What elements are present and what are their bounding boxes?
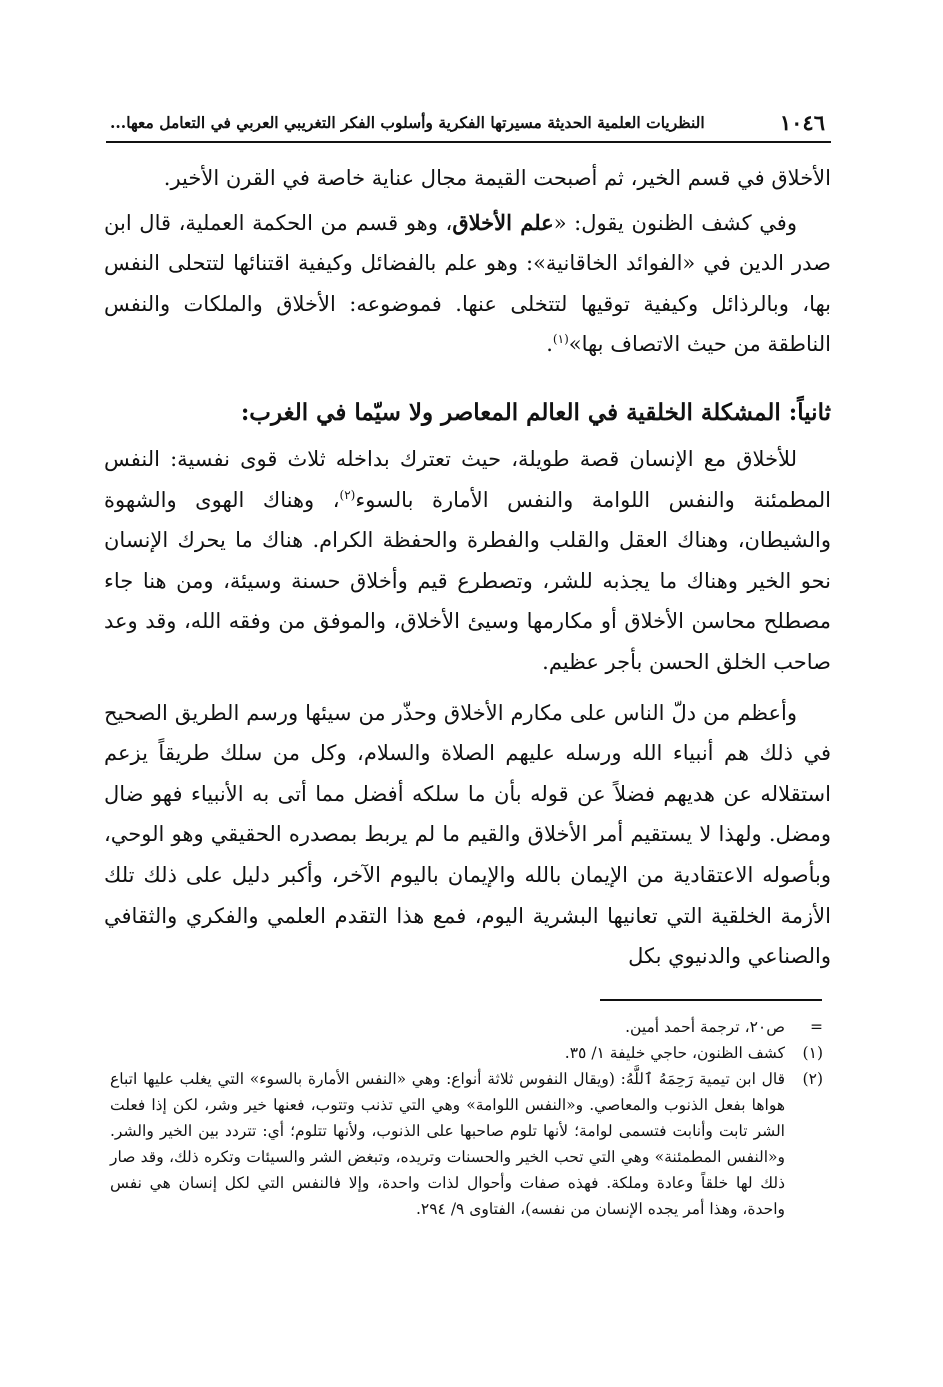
paragraph-2	[104, 203, 831, 365]
page-number: ١٠٤٦	[779, 109, 825, 135]
footnote-mark: (٢)	[802, 1070, 823, 1088]
footnote-item	[110, 1040, 823, 1066]
main-text	[104, 158, 831, 977]
paragraph-3-intro: للأخلاق مع الإنسان قصة طويلة، حيث تعترك بداخله ثلاث قوى نفسية: النفس المطمئنة والنفس اللوامة والنفس الأمارة بالسوء	[104, 446, 831, 512]
footnote-text: كشف الظنون، حاجي خليفة ١/ ٣٥.	[564, 1044, 785, 1062]
running-title: النظريات العلمية الحديثة مسيرتها الفكرية وأسلوب الفكر التغريبي العربي في التعامل معها...	[110, 112, 705, 132]
footnote-item	[110, 1014, 823, 1040]
footnote-item	[110, 1066, 823, 1222]
paragraph-4: وأعظم من دلّ الناس على مكارم الأخلاق وحذّر من سيئها ورسم الطريق الصحيح في ذلك هم أنبياء الله ورسله عليهم الصلاة والسلام، وكل من سلك طريقاً يزعم استقلاله عن هديهم فضلاً عن قوله بأن ما سلكه أفضل مما أتى به الأنبياء فهو ضال ومضل. ولهذا لا يستقيم أمر الأخلاق والقيم ما لم يربط بمصدره الحقيقي وهو الوحي، وبأصوله الاعتقادية من الإيمان بالله والإيمان باليوم الآخر، وأكبر دليل على ذلك تلك الأزمة الخلقية التي تعانيها البشرية اليوم، فمع هذا التقدم العلمي والفكري والثقافي والصناعي والدنيوي بكل	[104, 700, 831, 969]
section-heading: ثانياً: المشكلة الخلقية في العالم المعاصر ولا سيّما في الغرب:	[240, 398, 831, 426]
paragraph-3	[104, 439, 831, 683]
footnote-text: ص٢٠، ترجمة أحمد أمين.	[625, 1018, 785, 1036]
footnote-text: قال ابن تيمية رَحِمَهُ ٱللَّهُ: (ويقال النفوس ثلاثة أنواع: وهي «النفس الأمارة بالسوء» التي يغلب عليها اتباع هواها بفعل الذنوب والمعاصي. و«النفس اللوامة» وهي التي تذنب وتتوب، فعنها خير وشر، لكن إذا فعلت الشر تابت وأنابت فتسمى لوامة؛ لأنها تلوم صاحبها على الذنوب، ولأنها تتلوم؛ أي: تتردد بين الخير والشر. و«النفس المطمئنة» وهي التي تحب الخير والحسنات وتريده، وتبغض الشر والسيئات وتكره ذلك، وقد صار ذلك لها خلقاً وعادة وملكة. فهذه صفات وأحوال لذات واحدة، وإلا فالنفس التي لكل إنسان هي نفس واحدة، وهذا أمر يجده الإنسان من نفسه)، الفتاوى ٩/ ٢٩٤.	[110, 1070, 785, 1218]
footnote-mark: =	[810, 1018, 823, 1036]
header-divider	[106, 141, 831, 143]
paragraph-2-term: علم الأخلاق	[452, 209, 554, 235]
paragraph-2-rest: ، وهو قسم من الحكمة العملية، قال ابن صدر الدين في «الفوائد الخاقانية»: وهو علم بالفضائل وكيفية اقتنائها لتتحلى النفس بها، وبالرذائل وكيفية توقيها لتتخلى عنها. فموضوعه: الأخلاق والملكات والنفس الناطقة من حيث الاتصاف بها»	[104, 210, 831, 357]
footnotes	[110, 1014, 823, 1222]
footnote-divider	[600, 999, 822, 1001]
footnote-ref-2[interactable]: (٢)	[339, 487, 356, 502]
footnote-ref-1[interactable]: (١)	[552, 332, 569, 347]
paragraph-2-intro: وفي كشف الظنون يقول: «	[553, 210, 797, 235]
paragraph-2-end: .	[546, 332, 553, 357]
footnote-mark: (١)	[802, 1044, 823, 1062]
paragraph-1: الأخلاق في قسم الخير، ثم أصبحت القيمة مجال عناية خاصة في القرن الأخير.	[163, 166, 831, 190]
running-header	[110, 104, 825, 140]
paragraph-3-rest: ، وهناك الهوى والشهوة والشيطان، وهناك العقل والقلب والفطرة والحفظة الكرام. هناك ما يحرك الإنسان نحو الخير وهناك ما يجذبه للشر، وتصطرع قيم وأخلاق حسنة وسيئة، ومن هنا جاء مصطلح محاسن الأخلاق أو مكارمها وسيئ الأخلاق، والموفق من وفقه الله، وقد وعد صاحب الخلق الحسن بأجر عظيم.	[104, 487, 831, 674]
